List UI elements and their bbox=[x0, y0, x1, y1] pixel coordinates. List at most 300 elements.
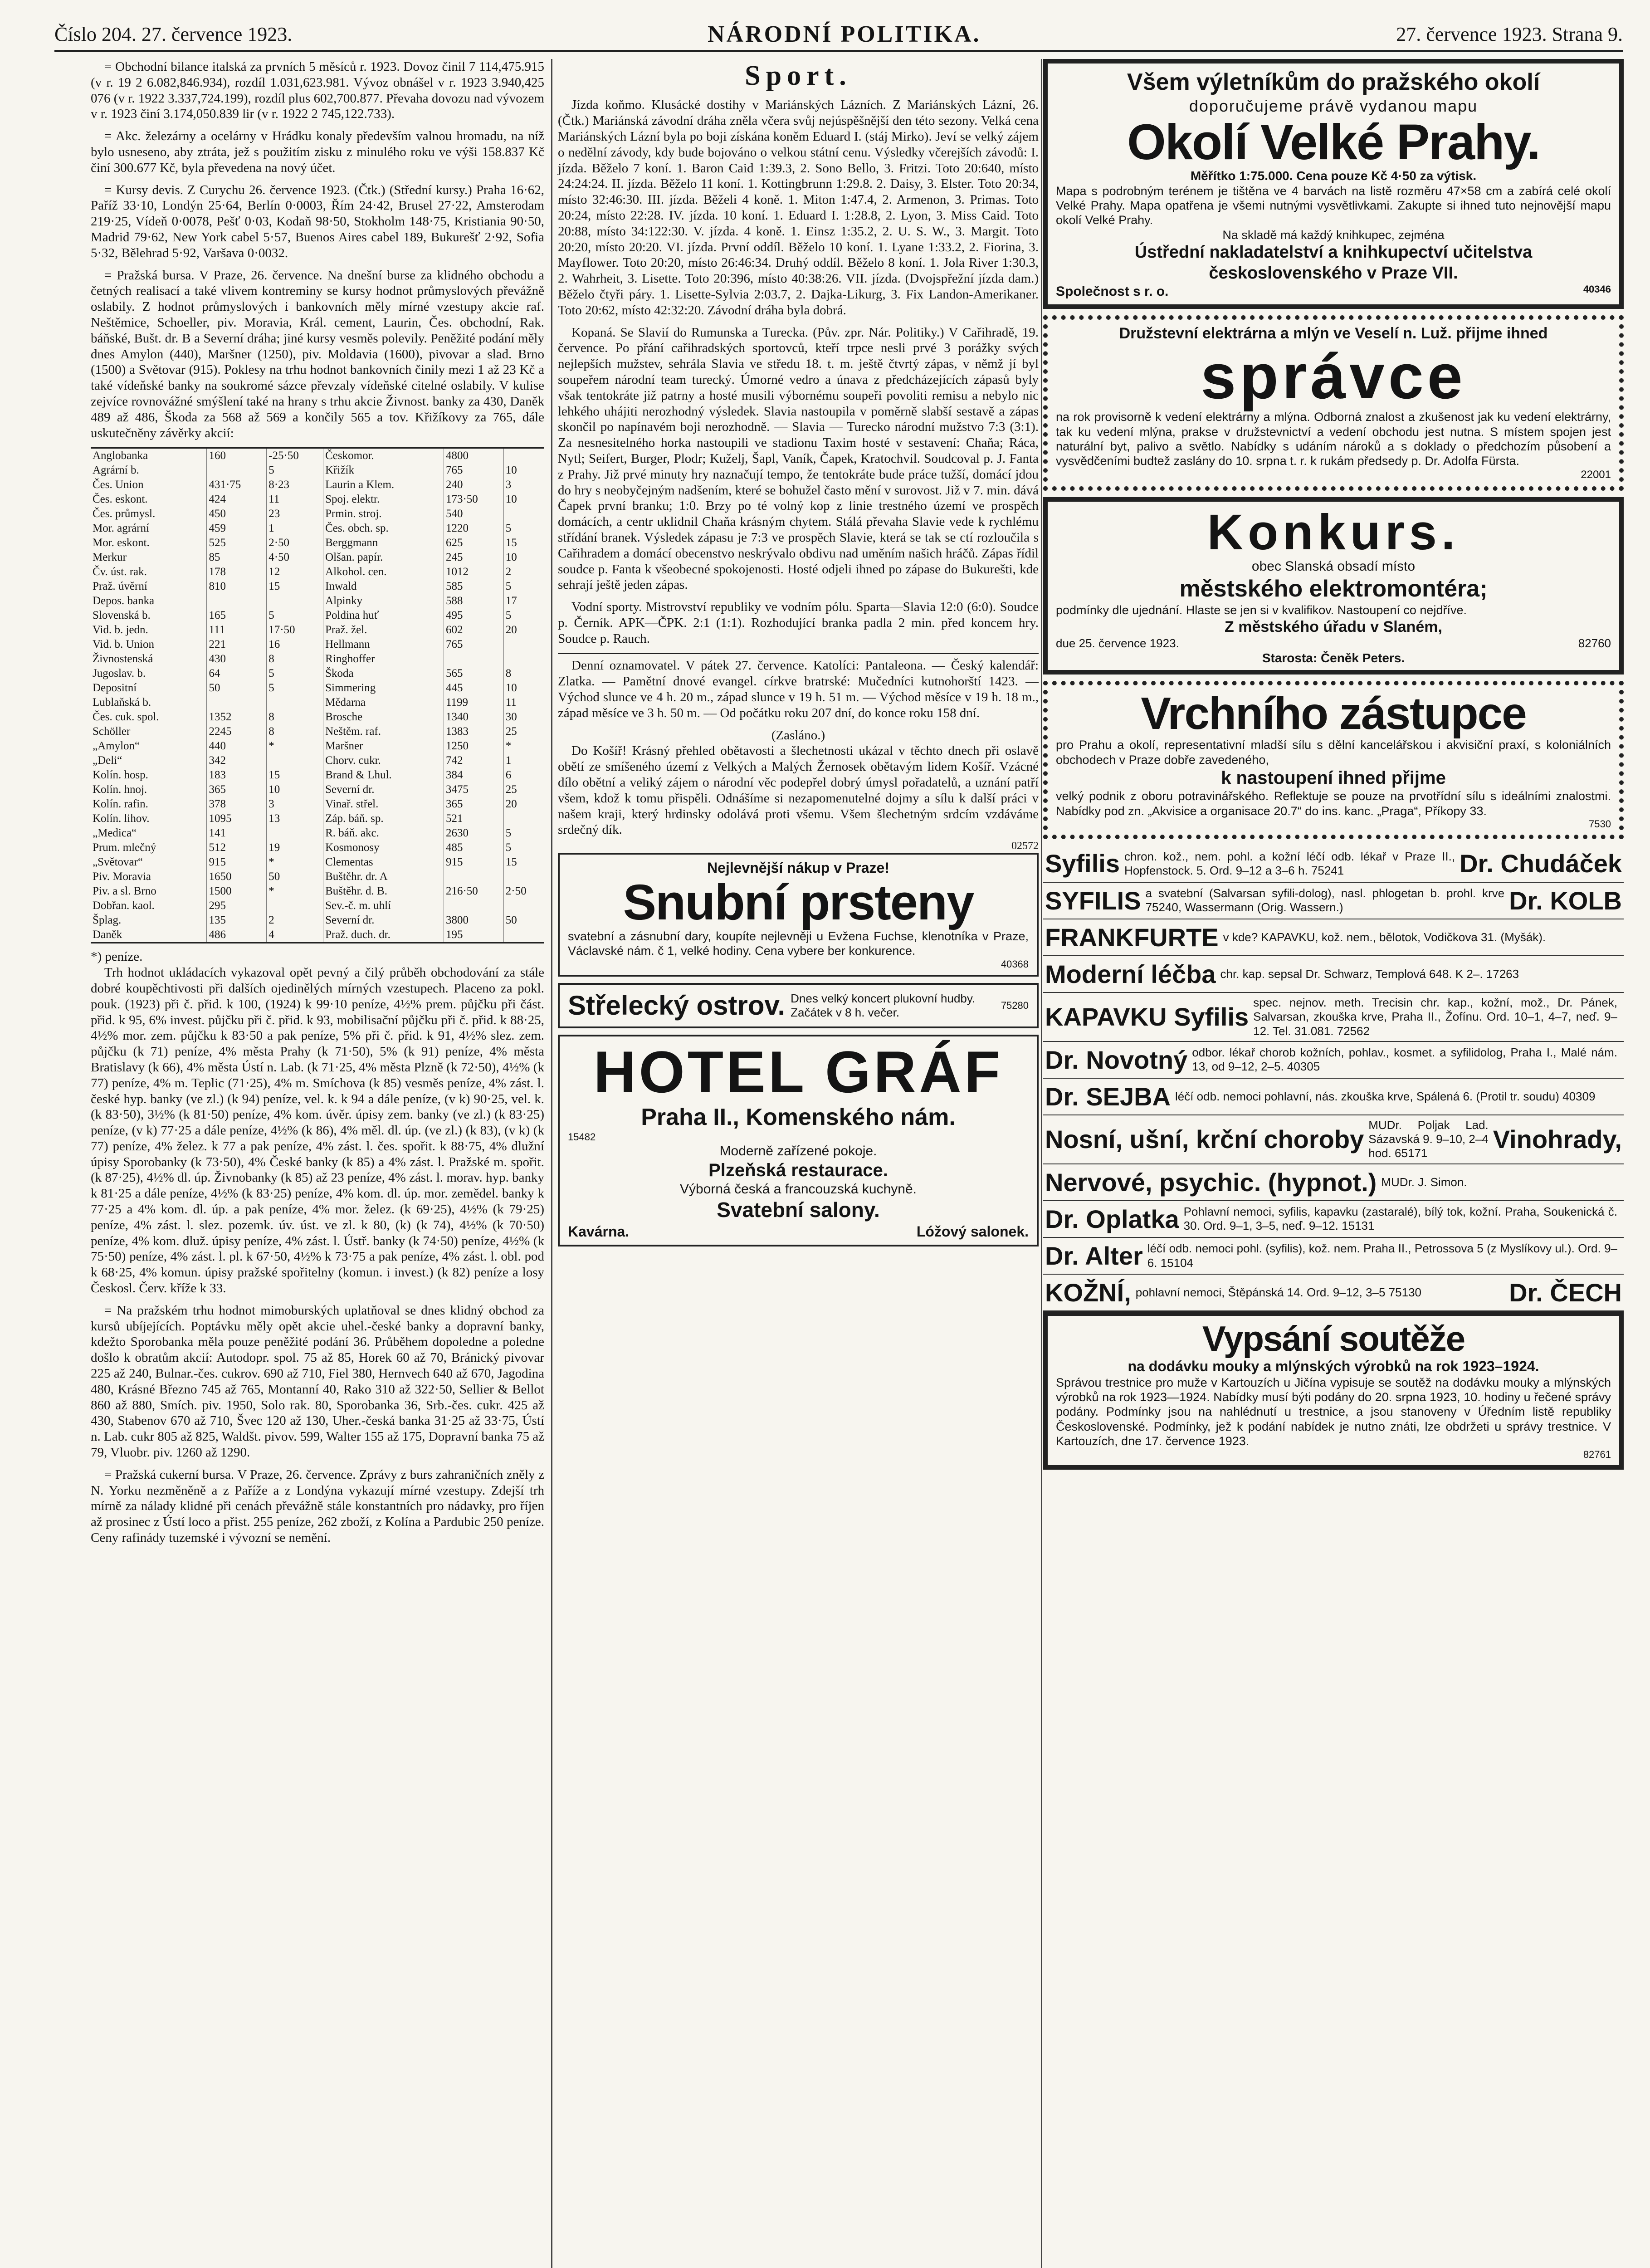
table-cell: 12 bbox=[267, 565, 323, 579]
table-cell: Poldina huť bbox=[323, 608, 444, 623]
article-daily: Denní oznamovatel. V pátek 27. července. Katolíci: Pantaleona. — Český kalendář: Zlatka. — Pamětní dnové evangel. církve bratrské: Mučedníci kutnohorští 1423. — Východ slunce ve 4 h. 20 m., západ slunce v 19 h. 51 m. — Východ měsíce v 19 h. 18 m., západ měsíce ve 3 h. 50 m. — Od počátku roku 207 dní, do konce roku 158 dní. bbox=[558, 653, 1039, 721]
table-row bbox=[91, 478, 544, 492]
table-cell: 4800 bbox=[444, 448, 503, 464]
table-cell: 440 bbox=[207, 739, 267, 753]
table-cell: 8 bbox=[267, 710, 323, 724]
table-cell: 50 bbox=[207, 681, 267, 695]
column-rule bbox=[551, 59, 552, 2268]
small-ad-text: pohlavní nemoci, Štěpánská 14. Ord. 9–12, 3–5 75130 bbox=[1135, 1286, 1421, 1300]
small-ad-name: Dr. KOLB bbox=[1509, 886, 1622, 915]
table-row bbox=[91, 652, 544, 666]
table-note: *) peníze. bbox=[91, 949, 143, 964]
article-football: Kopaná. Se Slavií do Rumunska a Turecka. (Pův. zpr. Nár. Politiky.) V Cařihradě, 19. července. Po přání cařihradských sportovců, kteří trpce nesli prvé 3 porážky svých nejlepších mužstev, sehrála Slavia ve středu 18. t. m. ještě čtvrtý zápas, v němž jí byl soupeřem národní team turecký. Úmorné vedro a únava z předcházejících zápasů byly však tentokráte již patrny a hosté musili výbornému soupeři povoliti remisu a nebylo nic lehkého uhájiti nerozhodný výsledek. Slavia nastoupila v poměrně slabší sestavě a zápas skončil po napínavém boji nerozhodně. — Slavia — Turecko národní mužstvo 7:3 (3:1). Za nesnesitelného horka nastoupili ve stadionu Taxim hosté v sestavení: Chaňa; Ráca, Nytl; Seifert, Burger, Plodr; Kuželj, Šapl, Vaník, Čapek, Kratochvil. Soudcoval p. J. Fanta z Prahy. Již prvé minuty hry naznačují tempo, že tentokráte bude práce tužší, domácí jdou do hry s neobyčejným nadšením, které se bohužel často mění v surovost. Již v 7. min. dává Čapek první branku; 1:0. Brzy po té volný kop z linie trestného území ve prospěch domácích, a centr uklidnil Chaňa krásným chytem. Stálá převaha Slavie vede k rychlému střídání branek. Výsledek zápasu je 7:3 ve prospěch Slavie, která se tak se ctí rozloučila s Cařihradem a domácí obecenstvo neskrývalo obdivu nad uměním našich hráčů. Zápas řídil soudce p. Fanta k všeobecné spokojenosti. Hosté odjeli ihned po zápase do Bukurešti, kde sehrají ještě jeden zápas. bbox=[558, 325, 1039, 592]
small-ad-name: Nervové, psychic. (hypnot.) bbox=[1045, 1168, 1377, 1197]
small-ad-name: Nosní, ušní, krční choroby bbox=[1045, 1125, 1364, 1154]
table-cell: Merkur bbox=[93, 551, 127, 564]
table-cell: Chorv. cukr. bbox=[323, 753, 444, 768]
table-row bbox=[91, 608, 544, 623]
table-cell: 173·50 bbox=[444, 492, 503, 507]
table-row bbox=[91, 782, 544, 797]
table-cell: 540 bbox=[444, 507, 503, 521]
table-cell: Hellmann bbox=[323, 637, 444, 652]
table-cell: Živnostenská bbox=[93, 653, 153, 665]
table-row bbox=[91, 637, 544, 652]
table-cell: 141 bbox=[207, 826, 267, 841]
table-cell bbox=[503, 811, 544, 826]
table-cell: 178 bbox=[207, 565, 267, 579]
table-cell: 485 bbox=[444, 841, 503, 855]
table-cell: Laurin a Klem. bbox=[323, 478, 444, 492]
table-cell: 16 bbox=[267, 637, 323, 652]
article-italy-balance: = Obchodní bilance italská za prvních 5 měsíců r. 1923. Dovoz činil 7 114,475.915 (v r. 19 2 6.082,846.934), rozdíl 1.031,623.981. Vývoz obnášel v r. 1923 3.940,425 076 (v r. 1922 3.337,724.199), rozdíl plus 602,700.877. Převaha dovozu nad vývozem v r. 1923 činí 3.174,050.839 lir (v r. 1922 2 745,122.733). bbox=[91, 59, 544, 122]
table-cell: 216·50 bbox=[444, 884, 503, 899]
small-ad bbox=[1043, 956, 1624, 993]
table-cell bbox=[503, 652, 544, 666]
table-cell: 915 bbox=[207, 855, 267, 870]
table-cell bbox=[444, 899, 503, 913]
table-cell: Záp. báň. sp. bbox=[323, 811, 444, 826]
table-cell: 64 bbox=[207, 666, 267, 681]
table-cell: Českomor. bbox=[323, 448, 444, 464]
table-cell: Praž. duch. dr. bbox=[323, 928, 444, 943]
table-cell bbox=[503, 507, 544, 521]
small-ad-text: léčí odb. nemoci pohl. (syfilis), kož. nem. Praha II., Petrossova 5 (z Myslíkovy ul.). Ord. 9–6. 15104 bbox=[1147, 1242, 1617, 1270]
table-row bbox=[91, 870, 544, 884]
table-cell: Čes. obch. sp. bbox=[323, 521, 444, 536]
article-sugar: = Pražská cukerní bursa. V Praze, 26. července. Zprávy z burs zahraničních zněly z N. Yorku nezměněně a z Paříže a z Londýna vykazují mírné vzestupy. Zdejší trh mírně za nálady klidné při cenách převážně stále konstantních pro nádavky, pro říjen až prosinec z Ústí loco a přist. 255 peníze, 262 zboží, z Kolína a Pardubic 250 peníze. Ceny rafinády tuzemské i vývozní se nemění. bbox=[91, 1467, 544, 1545]
table-cell: R. báň. akc. bbox=[323, 826, 444, 841]
article-horse-racing: Jízda koňmo. Klusácké dostihy v Mariánských Lázních. Z Mariánských Lázní, 26. (Čtk.) Mariánská závodní dráha zněla včera svůj nejúspěšnější den této sezony. Velká cena Mariánských Lázní byla po boji získána koněm Eduard I. (stáj Mirko). Jeví se velký zájem o nedělní závody, kdy bude bojováno o velkou státní cenu. Výsledky včerejších závodů: I. jízda. Běželo 7 koní. 1. Baron Caid 1:39.3, 2. Sono Bello, 3. Fritzi. Toto 20:640, místo 24:24:24. II. jízda. Běželo 11 koní. 1. Kottingbrunn 1:29.8. 2. Daisy, 3. Elster. Toto 20:34, místo 32:46:30. III. jízda. Běželi 4 koně. 1. Miton 1:47.4, 2. Armenon, 3. Primas. Toto 20:24, místo 22:28. IV. jízda. 10 koní. 1. Eduard I. 1:28.8, 2. Lyon, 3. Miss Caid. Toto 20:88, místo 34:122:30. V. jízda. 4 koně. 1. Einsz 1:35.2, 2. U. S. W., 3. Margit. Toto 20:20, místo 20:20. VI. jízda. První oddíl. Běželo 10 koní. 1. Lyane 1:33.2, 2. Fiorina, 3. Mayflower. Toto 20:20, místo 26:46:34. Druhý oddíl. Běželo 8 koní. 1. Jola River 1:30.3, 2. Wahrheit, 3. Lisette. Toto 20:396, místo 40:38:26. VII. jízda. (Dvojspřežní jízda dam.) Běželo čtyři páry. 1. Lisette-Sylvia 2:03.7, 2. Dajka-Likurg, 3. Fix Landon-Amerikaner. Toto 20:62, místo 42:32:20. Závodní dráha byla dobrá. bbox=[558, 98, 1039, 318]
table-row bbox=[91, 579, 544, 594]
table-cell: Vid. b. jedn. bbox=[93, 624, 148, 636]
small-ad-text: léčí odb. nemoci pohlavní, nás. zkouška krve, Spálená 6. (Protil tr. soudu) 40309 bbox=[1175, 1089, 1596, 1103]
small-ad-text: MUDr. J. Simon. bbox=[1381, 1175, 1467, 1189]
small-ad bbox=[1043, 1238, 1624, 1275]
table-cell: Slovenská b. bbox=[93, 609, 151, 622]
small-ad-text: Pohlavní nemoci, syfilis, kapavku (zastaralé), bílý tok, kožní. Praha, Soukenická č. 30. Ord. 9–1, 3–5, neď. 9–12. 15131 bbox=[1183, 1205, 1617, 1233]
table-cell: * bbox=[267, 855, 323, 870]
table-cell: 19 bbox=[267, 841, 323, 855]
table-row bbox=[91, 913, 544, 928]
table-cell: 195 bbox=[444, 928, 503, 943]
table-cell: Mor. agrární bbox=[93, 522, 149, 535]
table-cell bbox=[444, 652, 503, 666]
table-cell: Spoj. elektr. bbox=[323, 492, 444, 507]
table-row bbox=[91, 492, 544, 507]
small-ad-name: Vinohrady, bbox=[1493, 1125, 1622, 1154]
table-cell: 8 bbox=[503, 666, 544, 681]
table-cell: 486 bbox=[207, 928, 267, 943]
table-cell: „Deli“ bbox=[93, 754, 122, 767]
table-row bbox=[91, 536, 544, 550]
table-row bbox=[91, 710, 544, 724]
stock-table bbox=[91, 447, 544, 943]
small-ad-name: Dr. ČECH bbox=[1509, 1278, 1622, 1307]
table-cell: 1220 bbox=[444, 521, 503, 536]
table-row bbox=[91, 811, 544, 826]
table-cell: 11 bbox=[267, 492, 323, 507]
table-cell: 384 bbox=[444, 768, 503, 782]
table-cell: 2 bbox=[503, 565, 544, 579]
table-cell: 1340 bbox=[444, 710, 503, 724]
small-ad bbox=[1043, 1042, 1624, 1079]
table-cell: Piv. Moravia bbox=[93, 870, 151, 883]
table-cell: „Amylon“ bbox=[93, 740, 140, 753]
table-cell: Simmering bbox=[323, 681, 444, 695]
table-cell: 1250 bbox=[444, 739, 503, 753]
small-ad-name: Dr. Chudáček bbox=[1460, 849, 1622, 878]
section-title: Sport. bbox=[745, 60, 852, 91]
table-cell bbox=[207, 695, 267, 710]
table-cell: 810 bbox=[207, 579, 267, 594]
table-cell: 25 bbox=[503, 724, 544, 739]
table-cell: 5 bbox=[267, 608, 323, 623]
table-row bbox=[91, 884, 544, 899]
column-sport bbox=[558, 59, 1039, 1253]
table-cell: 495 bbox=[444, 608, 503, 623]
table-cell: 8 bbox=[267, 652, 323, 666]
table-cell: 85 bbox=[207, 550, 267, 565]
table-cell: 15 bbox=[503, 536, 544, 550]
table-cell: 3475 bbox=[444, 782, 503, 797]
column-rule bbox=[1041, 59, 1042, 2268]
ad-strelecky: Střelecký ostrov. Dnes velký koncert plukovní hudby. Začátek v 8 h. večer. 75280 bbox=[558, 983, 1039, 1028]
ad-souteze: Vypsání soutěže na dodávku mouky a mlýnských výrobků na rok 1923–1924. Správou trestnice pro muže v Kartouzích u Jičína vypisuje se soutěž na dodávku mouky a mlýnských výrobků na rok 1923—1924. Nabídky musí býti podány do 20. srpna 1923, 10. hodiny u řečené správy podány. Podmínky jsou na nahlédnutí u trestnice, a jsou stanoveny v Úředním listě republiky Československé. Podmínky, jež k podání nabídek je nutno znáti, lze obdržeti u správy trestnice. V Kartouzích, dne 17. července 1923. 82761 bbox=[1043, 1311, 1624, 1470]
small-ad-name: Syfilis bbox=[1045, 849, 1120, 878]
table-cell: 585 bbox=[444, 579, 503, 594]
small-ad-name: FRANKFURTE bbox=[1045, 923, 1219, 952]
page-header bbox=[54, 18, 1623, 52]
table-cell: Vid. b. Union bbox=[93, 638, 154, 651]
small-ad bbox=[1043, 993, 1624, 1042]
table-cell: 10 bbox=[503, 550, 544, 565]
table-cell: Mor. eskont. bbox=[93, 537, 150, 549]
table-cell: Kolín. hosp. bbox=[93, 769, 148, 782]
table-cell: Křižík bbox=[323, 463, 444, 478]
table-cell: Šplag. bbox=[93, 914, 122, 927]
article-kosire: Do Košíř! Krásný přehled obětavosti a šlechetnosti ukázal v těchto dnech při oslavě obětí ze smíšeného území z Velkých a Malých Žernosek obětavým lidem Košíř. Vzácné dílo obětní a veliký zájem o národní věc podepřel dobrý úmysl pořadatelů, a uznání patří všem, kdož k tomu přispěli. Odnášíme si nezapomenutelné dojmy a sílu k další práci v našem kraji, který hrdinsky odolává proti všemu. Všem šlechetným srdcím vzdáváme srdečný dík. bbox=[558, 743, 1039, 837]
table-cell: 8 bbox=[267, 724, 323, 739]
table-cell: 15 bbox=[267, 579, 323, 594]
table-cell: Schöller bbox=[93, 725, 131, 738]
small-ad-name: Dr. Alter bbox=[1045, 1242, 1143, 1271]
table-cell: 602 bbox=[444, 623, 503, 637]
table-cell: Brosche bbox=[323, 710, 444, 724]
table-row bbox=[91, 928, 544, 943]
table-cell: 1199 bbox=[444, 695, 503, 710]
table-cell: 2·50 bbox=[267, 536, 323, 550]
table-cell: 3 bbox=[267, 797, 323, 811]
table-cell: 30 bbox=[503, 710, 544, 724]
table-cell: 5 bbox=[503, 579, 544, 594]
table-cell: 17·50 bbox=[267, 623, 323, 637]
table-cell: 20 bbox=[503, 623, 544, 637]
table-cell: 5 bbox=[503, 521, 544, 536]
table-cell: 25 bbox=[503, 782, 544, 797]
small-ad-text: a svatební (Salvarsan syfili-dolog), nasl. phlogetan b. prohl. krve 75240, Wassermann (Orig. Wassern.) bbox=[1145, 886, 1505, 914]
article-bonds: Trh hodnot ukládacích vykazoval opět pevný a čilý průběh obchodování za stále dobré koupěchtivosti při dalších ojedinělých mírných vzestupech. Placeno za pokl. pouk. (1923) při č. přid. k 100, (1924) k 99·10 peníze, 4½% prem. půjčku při část. přid. k 95, 6% invest. půjčku při č. přid. k 93, mobilisační půjčku při č. přid. k 88·25, 4½% mor. zem. půjčku k 83·50 a pak peníze, 5% při č. přid. k 91, 4½% slez. zem. půjčku (k 71) peníze, 4% města Prahy (k 71·50), 5% (k 91) peníze, 4% města Bratislavy (k 66), 4% města Ústí n. Lab. (k 71·25, 4% města Plzně (k 72·50), 4½% (k 77) peníze, 4% m. Teplic (71·25), 4% m. Smíchova (k 85) vesměs peníze, 4% zást. l. české hyp. banky (ve zl.) (k 94) peníze, vel. k. k 94 a dále peníze, (v k) 90·25, vel. k. (k 83·50), 3½% (k 81·50) peníze, 4% kom. úvěr. úpisy zem. banky (ve zl.) (k 83·25) peníze, (v k) 77·25 a dále peníze, 4½% (k 86), 4% měl. dl. úp. (ve zl.) (k 83), (v k) (k 77) peníze, 4% želez. k 77 a pak peníze, 4% zást. l. čes. spořit. k 88·75, 4% dlužní úpisy Sporobanky (k 73·50), 4% České banky (k 85) a 4% zást. l. Pražské m. spořit. (k 87·25), 4½% dl. úp. Živnobanky (k 85) až 23 peníze, 4% zást. l. morav. hyp. banky k 81·25 a dále peníze, 4½% (k 83·25) peníze, 4% kom. dl. úp. mor. zemědel. banky k 77·25 a 4% kom. dl. úp. a pak peníze, 4% mor. želez. (k 69·25), 4½% (k 79·25) peníze, 4% zást. l. slez. pozemk. úv. úst. ve zl. k 80, (k) (k 74), 4½% (k 70·50) peníze, 4% kom. dluž. úpisy peníze, 4% zást. l. Ústř. banky (k 74·50) peníze, 4½% (k 75·50) peníze, 4% zást. l. pl. k 67·50, 4½% k 73·75 a pak peníze, 4% zást. l. obl. pod k 68·25, 4% komun. úpisy pražské spořitelny (komun. i invest.) (k 82) peníze a losy Českosl. Červ. kříže k 33. bbox=[91, 965, 544, 1296]
header-issue: Číslo 204. 27. července 1923. bbox=[54, 23, 293, 45]
table-row bbox=[91, 753, 544, 768]
table-cell: 5 bbox=[503, 608, 544, 623]
table-cell: * bbox=[267, 884, 323, 899]
table-cell: Dobřan. kaol. bbox=[93, 899, 155, 912]
table-cell: 5 bbox=[267, 666, 323, 681]
table-cell: Jugoslav. b. bbox=[93, 667, 146, 680]
table-cell: 459 bbox=[207, 521, 267, 536]
table-cell: 378 bbox=[207, 797, 267, 811]
table-cell: 11 bbox=[503, 695, 544, 710]
article-water-sports: Vodní sporty. Mistrovství republiky ve vodním pólu. Sparta—Slavia 12:0 (6:0). Soudce p. Černík. APK—ČPK. 2:1 (1:1). Rozhodující branka padla 2 min. před koncem hry. Soudce p. Rauch. bbox=[558, 600, 1039, 646]
table-cell: Daněk bbox=[93, 929, 122, 941]
small-ad-text: MUDr. Poljak Lad. Sázavská 9. 9–10, 2–4 hod. 65171 bbox=[1368, 1118, 1489, 1160]
table-cell: 5 bbox=[267, 681, 323, 695]
zaslano-heading: (Zasláno.) bbox=[771, 728, 825, 743]
table-cell: 521 bbox=[444, 811, 503, 826]
table-cell: 1 bbox=[503, 753, 544, 768]
table-cell: Ringhoffer bbox=[323, 652, 444, 666]
table-cell: Alpinky bbox=[323, 594, 444, 608]
table-cell bbox=[207, 594, 267, 608]
table-cell: 1352 bbox=[207, 710, 267, 724]
table-cell: Alkohol. cen. bbox=[323, 565, 444, 579]
table-row bbox=[91, 826, 544, 841]
table-cell: 765 bbox=[444, 637, 503, 652]
table-cell: * bbox=[503, 739, 544, 753]
table-cell: Lublaňská b. bbox=[93, 696, 151, 709]
table-cell: 3800 bbox=[444, 913, 503, 928]
small-ad bbox=[1043, 919, 1624, 956]
table-cell: Clementas bbox=[323, 855, 444, 870]
masthead: NÁRODNÍ POLITIKA. bbox=[708, 21, 981, 47]
table-cell: 1012 bbox=[444, 565, 503, 579]
table-cell: 10 bbox=[503, 492, 544, 507]
ad-zastupce: Vrchního zástupce pro Prahu a okolí, representativní mladší sílu s dělní kancelářskou i akvisiční praxí, s koloniálních obchodech v Praze dobře zavedeného, k nastoupení ihned přijme velký podnik z oboru potravinářského. Reflektuje se pouze na prvotřídní sílu s ideálními znalostmi. Nabídky pod zn. „Akvisice a organisace 20.7“ do ins. kanc. „Praga“, Příkopy 33. 7530 bbox=[1043, 681, 1624, 839]
table-cell: 5 bbox=[503, 826, 544, 841]
table-cell: Kolín. hnoj. bbox=[93, 783, 147, 796]
table-cell: Berggmann bbox=[323, 536, 444, 550]
table-cell: 15 bbox=[503, 855, 544, 870]
table-cell: 50 bbox=[267, 870, 323, 884]
table-cell bbox=[503, 448, 544, 464]
table-cell: Severní dr. bbox=[323, 782, 444, 797]
small-ad bbox=[1043, 1201, 1624, 1238]
table-cell: 525 bbox=[207, 536, 267, 550]
table-cell: Čes. eskont. bbox=[93, 493, 148, 506]
table-cell: Buštěhr. d. B. bbox=[323, 884, 444, 899]
article-prague-bourse: = Pražská bursa. V Praze, 26. července. Na dnešní burse za klidného obchodu a četných realisací a také vlivem kontreminy se kursy hodnot průmyslových převážně oslabily. Z hodnot průmyslových i bankovních měly mírné vzestupy akcie raf. Neštěmice, Schoeller, piv. Moravia, Král. cement, Laurin, Čes. obchodní, Rak. báňské, Bušt. dr. B a Severní dráha; jiné kursy vesměs polevily. Peněžité podání měly dnes Amylon (440), Maršner (1250), piv. Moldavia (1600), pivovar a slad. Brno (1500) a Světovar (915). Poklesy na trhu hodnot bankovních činily mezi 1 až 23 Kč a také vídeňské banky na soukromé sázce převzaly vídeňské citelné oslabily. V kulise zejvíce rovnovážné smýšlení také na hrany s trhu akcie Živnost. banky za 430, Daněk 489 až 486, Škoda za 568 až 569 a končily 565 a tov. Křižíkovy za 765, dále uskutečněny závěrky akcií: bbox=[91, 268, 544, 440]
table-cell: 165 bbox=[207, 608, 267, 623]
table-cell: 50 bbox=[503, 913, 544, 928]
table-cell bbox=[444, 870, 503, 884]
table-row bbox=[91, 550, 544, 565]
table-cell: Škoda bbox=[323, 666, 444, 681]
table-cell: 915 bbox=[444, 855, 503, 870]
table-cell: Mědarna bbox=[323, 695, 444, 710]
ad-hotel-graf: HOTEL GRÁF Praha II., Komenského nám. 15482 Moderně zařízené pokoje. Plzeňská restaurace. Výborná česká a francouzská kuchyně. Svatební salony. Kavárna. Lóžový salonek. bbox=[558, 1035, 1039, 1246]
ad-konkurs: Konkurs. obec Slanská obsadí místo městského elektromontéra; podmínky dle ujednání. Hlaste se jen si v kvalifikov. Nastoupení co nejdříve. Z městského úřadu v Slaném, due 25. července 1923. 82760 Starosta: Čeněk Peters. bbox=[1043, 497, 1624, 675]
small-ad-name: KAPAVKU Syfilis bbox=[1045, 1002, 1249, 1031]
table-cell bbox=[207, 463, 267, 478]
table-cell: 10 bbox=[503, 463, 544, 478]
table-row bbox=[91, 681, 544, 695]
table-row bbox=[91, 666, 544, 681]
table-cell: 450 bbox=[207, 507, 267, 521]
table-cell: Čv. úst. rak. bbox=[93, 566, 147, 578]
table-cell: Praž. žel. bbox=[323, 623, 444, 637]
table-cell: „Světovar“ bbox=[93, 856, 143, 869]
small-ad bbox=[1043, 1164, 1624, 1201]
table-cell: 5 bbox=[267, 463, 323, 478]
table-cell: 342 bbox=[207, 753, 267, 768]
table-cell: 160 bbox=[207, 448, 267, 464]
table-cell: 2·50 bbox=[503, 884, 544, 899]
table-cell: 588 bbox=[444, 594, 503, 608]
table-cell: 1650 bbox=[207, 870, 267, 884]
table-row bbox=[91, 594, 544, 608]
article-offexchange: = Na pražském trhu hodnot mimoburských uplatňoval se dnes klidný obchod za kursů ubíjejících. Poptávku měly opět akcie uhel.-české banky a dopravní banky, kdežto Sporobanka měla pouze peněžité podání 36. Průběhem dopoledne a poledne došlo k obratům akcií: Autodopr. spol. 75 až 85, Horek 60 až 70, Bránický pivovar 225 až 240, Bulnar.-čes. cukrov. 690 až 710, Fiel 380, Hernvech 640 až 670, Jagodina 480, Krásné Březno 745 až 765, Montanní 40, Rako 310 až 322·50, Sellier & Bellot 860 až 880, Smích. piv. 1950, Solo rak. 80, Sporobanka 36, Srb.-čes. cukr. 425 až 430, Stabenov 670 až 710, Švec 120 až 130, Uher.-česká banka 31·25 až 33·75, Ústí n. Lab. cukr 805 až 825, Waldšt. pivov. 599, Walter 155 až 175, Dopravní banka 75 až 79, Vluobr. piv. 1260 až 1290. bbox=[91, 1303, 544, 1460]
table-cell: 111 bbox=[207, 623, 267, 637]
table-row bbox=[91, 521, 544, 536]
table-cell: 1383 bbox=[444, 724, 503, 739]
small-ad-text: chron. kož., nem. pohl. a kožní léčí odb. lékař v Praze II., Hopfenstock. 5. Ord. 9–12 a 3–6 h. 75241 bbox=[1124, 849, 1455, 877]
small-ad bbox=[1043, 883, 1624, 919]
small-ad-name: Dr. Novotný bbox=[1045, 1045, 1188, 1074]
table-row bbox=[91, 841, 544, 855]
table-cell: Piv. a sl. Brno bbox=[93, 885, 156, 898]
table-cell: Depositní bbox=[93, 682, 137, 694]
article-kosire-number: 02572 bbox=[1011, 840, 1039, 852]
table-cell: * bbox=[267, 739, 323, 753]
table-cell: Praž. úvěrní bbox=[93, 580, 147, 593]
table-cell bbox=[503, 870, 544, 884]
table-row bbox=[91, 507, 544, 521]
table-cell: 13 bbox=[267, 811, 323, 826]
small-ad-name: Moderní léčba bbox=[1045, 959, 1216, 988]
small-ad bbox=[1043, 1115, 1624, 1164]
table-cell: 4 bbox=[267, 928, 323, 943]
table-cell bbox=[267, 594, 323, 608]
small-ad-name: Dr. Oplatka bbox=[1045, 1204, 1179, 1233]
column-ads bbox=[1043, 59, 1624, 1476]
table-cell: 2245 bbox=[207, 724, 267, 739]
table-row bbox=[91, 463, 544, 478]
ad-map: Všem výletníkům do pražského okolí doporučujeme právě vydanou mapu Okolí Velké Prahy. Měřítko 1:75.000. Cena pouze Kč 4·50 za výtisk. Mapa s podrobným terénem je tištěna ve 4 barvách na listě rozměru 47×58 cm a zabírá celé okolí Velké Prahy. Mapa opatřena je všemi nutnými vysvětlivkami. Zakupte si ihned tuto nejnovější mapu okolí Velké Prahy. Na skladě má každý knihkupec, zejména Ústřední nakladatelství a knihkupectví učitelstva československého v Praze VII. Společnost s r. o. 40346 bbox=[1043, 59, 1624, 309]
table-cell: 765 bbox=[444, 463, 503, 478]
table-row bbox=[91, 623, 544, 637]
table-cell: Čes. průmysl. bbox=[93, 508, 156, 520]
table-cell: 365 bbox=[207, 782, 267, 797]
table-cell: 245 bbox=[444, 550, 503, 565]
table-cell bbox=[503, 637, 544, 652]
table-cell: 742 bbox=[444, 753, 503, 768]
table-row bbox=[91, 448, 544, 464]
table-cell: Prmin. stroj. bbox=[323, 507, 444, 521]
table-cell: Kosmonosy bbox=[323, 841, 444, 855]
table-cell: 15 bbox=[267, 768, 323, 782]
table-cell: -25·50 bbox=[267, 448, 323, 464]
article-hradek: = Akc. železárny a ocelárny v Hrádku konaly především valnou hromadu, na níž bylo usneseno, aby ztráta, jež s použitím zisku z minulého roku ve výši 158.837 Kč činí 300.677 Kč, byla převedena na nový účet. bbox=[91, 129, 544, 175]
small-ad-name: SYFILIS bbox=[1045, 886, 1141, 915]
table-cell bbox=[267, 826, 323, 841]
small-ad bbox=[1043, 846, 1624, 882]
ad-spravce: Družstevní elektrárna a mlýn ve Veselí n. Luž. přijme ihned správce na rok provisorně k vedení elektrárny a mlýna. Odborná znalost a zkušenost jak ku vedení elektrárny, tak ku vedení mlýna, prakse v družstevnictví a vedení obchodu jest nutna. S místem spojen jest naturální byt, palivo a světlo. Nabídky s udáním nároků a s doklady o předchozím působení a vysvědčeními budtež zaslány do 10. srpna t. r. k rukám předsedy p. Dr. Adolfa Fürsta. 22001 bbox=[1043, 315, 1624, 490]
table-cell: 512 bbox=[207, 841, 267, 855]
table-cell: 1500 bbox=[207, 884, 267, 899]
table-cell: 430 bbox=[207, 652, 267, 666]
table-cell: Kolín. rafin. bbox=[93, 798, 148, 811]
ad-wedding-rings: Nejlevnější nákup v Praze! Snubní prsteny svatební a zásnubní dary, koupíte nejlevněji u Evžena Fuchse, klenotníka v Praze, Václavské nám. č 1, velké hodiny. Cena vybere ber konkurence. 40368 bbox=[558, 853, 1039, 977]
table-cell: 135 bbox=[207, 913, 267, 928]
table-cell: Neštěm. raf. bbox=[323, 724, 444, 739]
table-cell: 8·23 bbox=[267, 478, 323, 492]
table-cell bbox=[267, 695, 323, 710]
small-ad bbox=[1043, 1079, 1624, 1115]
table-row bbox=[91, 739, 544, 753]
column-finance bbox=[91, 59, 544, 1552]
table-cell: Depos. banka bbox=[93, 595, 155, 607]
table-cell: Agrární b. bbox=[93, 464, 139, 477]
table-cell bbox=[503, 899, 544, 913]
table-cell: Čes. cuk. spol. bbox=[93, 711, 159, 723]
small-ad bbox=[1043, 1275, 1624, 1311]
table-cell: 365 bbox=[444, 797, 503, 811]
table-row bbox=[91, 565, 544, 579]
table-cell: Vinař. střel. bbox=[323, 797, 444, 811]
table-cell bbox=[267, 899, 323, 913]
table-cell: 221 bbox=[207, 637, 267, 652]
table-cell bbox=[267, 753, 323, 768]
table-cell: 5 bbox=[503, 841, 544, 855]
table-cell: „Medica“ bbox=[93, 827, 137, 840]
table-cell: 183 bbox=[207, 768, 267, 782]
small-ad-text: v kde? KAPAVKU, kož. nem., bělotok, Vodičkova 31. (Myšák). bbox=[1223, 930, 1546, 944]
small-ad-name: KOŽNÍ, bbox=[1045, 1278, 1131, 1307]
small-ad-name: Dr. SEJBA bbox=[1045, 1082, 1171, 1111]
table-cell: 1095 bbox=[207, 811, 267, 826]
table-cell: 6 bbox=[503, 768, 544, 782]
table-cell: 295 bbox=[207, 899, 267, 913]
table-row bbox=[91, 855, 544, 870]
table-cell: 2 bbox=[267, 913, 323, 928]
table-cell: 424 bbox=[207, 492, 267, 507]
table-cell: Anglobanka bbox=[93, 450, 148, 462]
table-cell: Prum. mlečný bbox=[93, 841, 156, 854]
table-cell: Sev.-č. m. uhlí bbox=[323, 899, 444, 913]
article-devisy: = Kursy devis. Z Curychu 26. července 1923. (Čtk.) (Střední kursy.) Praha 16·62, Paříž 33·10, Londýn 25·64, Berlín 0·0003, Řím 24·42, Brusel 27·22, Amsterodam 219·25, Vídeň 0·0078, Pešť 0·03, Kodaň 98·50, Stokholm 148·75, Kristiania 90·50, Madrid 79·62, New York cabel 5·57, Buenos Aires cabel 189, Bukurešť 2·92, Sofia 5·32, Bělehrad 5·92, Varšava 0·0032. bbox=[91, 182, 544, 260]
table-cell: Kolín. lihov. bbox=[93, 812, 150, 825]
table-cell: Čes. Union bbox=[93, 479, 144, 491]
table-cell: 431·75 bbox=[207, 478, 267, 492]
table-cell: 10 bbox=[267, 782, 323, 797]
table-cell: 17 bbox=[503, 594, 544, 608]
table-cell: 20 bbox=[503, 797, 544, 811]
small-ads bbox=[1043, 846, 1624, 1311]
table-cell: Buštěhr. dr. A bbox=[323, 870, 444, 884]
table-cell: 240 bbox=[444, 478, 503, 492]
table-cell: 625 bbox=[444, 536, 503, 550]
table-row bbox=[91, 695, 544, 710]
table-cell: Severní dr. bbox=[323, 913, 444, 928]
table-cell: 10 bbox=[503, 681, 544, 695]
table-cell: Olšan. papír. bbox=[323, 550, 444, 565]
table-row bbox=[91, 768, 544, 782]
table-cell: Inwald bbox=[323, 579, 444, 594]
table-cell: 2630 bbox=[444, 826, 503, 841]
table-cell: 23 bbox=[267, 507, 323, 521]
small-ad-text: odbor. lékař chorob kožních, pohlav., kosmet. a syfilidolog, Praha I., Malé nám. 13, od 9–12, 2–5. 40305 bbox=[1192, 1046, 1617, 1074]
table-row bbox=[91, 724, 544, 739]
